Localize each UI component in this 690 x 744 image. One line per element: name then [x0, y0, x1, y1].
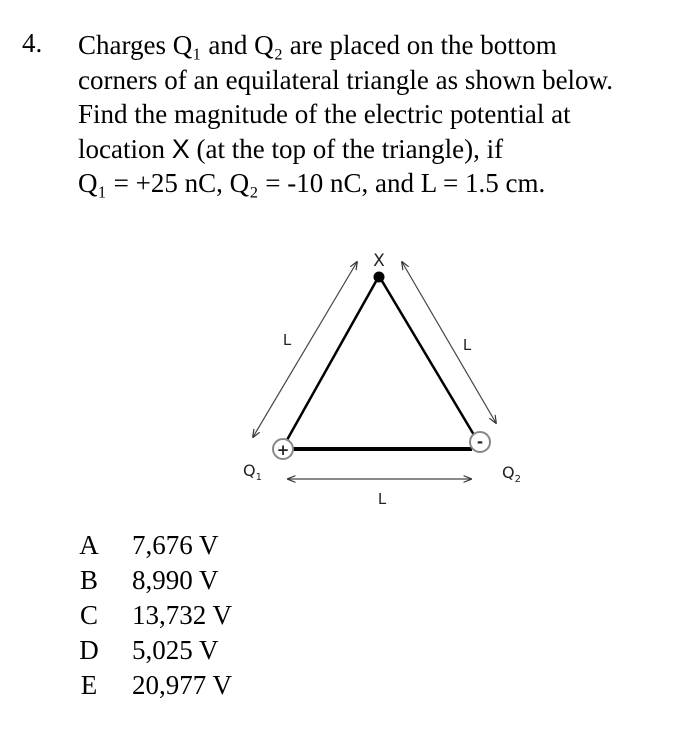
question-line: corners of an equilateral triangle as shown below. — [78, 64, 614, 95]
answer-letter: D — [79, 635, 99, 665]
point-x-dot — [374, 272, 385, 283]
q1-letter: Q — [243, 461, 256, 480]
right-side-label: L — [462, 336, 472, 354]
question-line: Find the magnitude of the electric potential at — [78, 99, 571, 129]
question-line: Q₁ = +25 nC, Q₂ = -10 nC, and L = 1.5 cm. — [78, 168, 546, 198]
triangle-right-side — [379, 276, 477, 440]
q2-letter: Q — [502, 463, 515, 482]
answer-choice-e[interactable] — [74, 668, 233, 703]
question-text-segment: (at the top of the triangle), if — [189, 133, 504, 164]
bottom-side-label: L — [377, 490, 387, 508]
question-line: Charges Q₁ and Q₂ are placed on the bottom — [78, 30, 557, 60]
q2-subscript: 2 — [514, 474, 521, 485]
answer-letter: C — [79, 600, 98, 630]
answer-value: 13,732 V — [132, 600, 233, 630]
q1-label — [243, 461, 262, 483]
answer-letter: B — [79, 565, 98, 595]
left-side-label: L — [282, 331, 292, 349]
answer-choice-d[interactable] — [74, 633, 219, 668]
charge-q2-sign: - — [476, 433, 484, 451]
question-number: 4. — [22, 28, 43, 58]
answer-choice-b[interactable] — [74, 563, 219, 598]
right-dimension-arrow — [402, 262, 496, 423]
answer-value: 5,025 V — [132, 635, 219, 665]
answer-letter: A — [79, 530, 99, 560]
charge-q1-sign: + — [276, 441, 290, 459]
q1-subscript: 1 — [255, 472, 262, 483]
left-dimension-arrow — [253, 262, 357, 437]
point-x-label: X — [373, 251, 385, 271]
answer-choice-a[interactable] — [74, 528, 219, 563]
answer-value: 20,977 V — [132, 670, 233, 700]
question-text-segment: location — [78, 133, 172, 164]
answer-value: 8,990 V — [132, 565, 219, 595]
answer-value: 7,676 V — [132, 530, 219, 560]
location-x-label: X — [171, 133, 190, 164]
q2-label — [502, 463, 521, 485]
answer-choice-c[interactable] — [74, 598, 233, 633]
answer-choices — [74, 528, 233, 703]
answer-letter: E — [80, 670, 98, 700]
triangle-left-side — [287, 276, 379, 440]
